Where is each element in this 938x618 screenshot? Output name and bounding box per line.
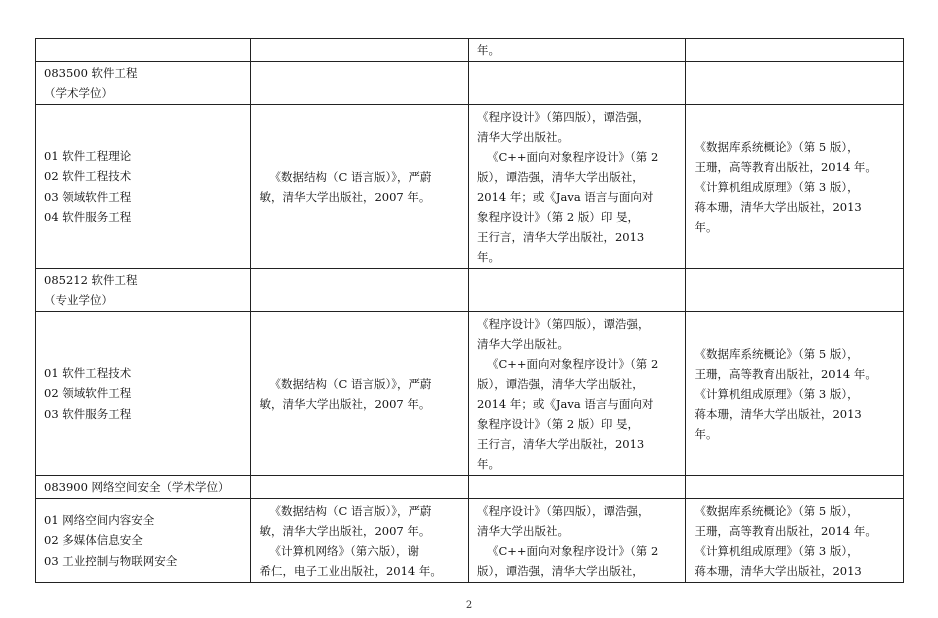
- table-row-major-header: [36, 62, 904, 105]
- cell-text: 年。: [476, 43, 500, 57]
- exam-reference-d: [686, 499, 904, 583]
- cell-b: [251, 476, 469, 499]
- ref-line: 《程序设计》（第四版），谭浩强，: [476, 503, 650, 518]
- ref-line: 版），谭浩强，清华大学出版社，: [476, 563, 644, 578]
- cell-d: [686, 269, 904, 312]
- cell-b: [251, 62, 469, 105]
- ref-line: 象程序设计》（第 2 版）印 旻，: [476, 209, 640, 224]
- direction-item: 03 领域软件工程: [44, 189, 132, 204]
- ref-line: 蒋本珊，清华大学出版社，2013: [694, 563, 862, 578]
- ref-line: 年。: [476, 456, 500, 471]
- cell-dir: [36, 39, 251, 62]
- major-code: 085212 软件工程: [44, 273, 138, 287]
- direction-item: 01 软件工程技术: [44, 365, 132, 380]
- ref-line: 象程序设计》（第 2 版）印 旻，: [476, 416, 640, 431]
- table-row-content: [36, 499, 904, 583]
- direction-item: 04 软件服务工程: [44, 210, 132, 224]
- cell-c: [468, 269, 686, 312]
- ref-line: 版），谭浩强，清华大学出版社，: [476, 376, 644, 391]
- exam-reference-c: [468, 312, 686, 476]
- direction-item: 02 多媒体信息安全: [44, 533, 143, 548]
- ref-line: 《计算机网络》（第六版），谢: [269, 543, 419, 558]
- ref-line: 《C++面向对象程序设计》（第 2: [486, 356, 659, 371]
- ref-line: 王行言，清华大学出版社，2013: [476, 229, 645, 244]
- major-cell: [36, 476, 251, 499]
- syllabus-table: [35, 38, 904, 583]
- ref-line: 《C++面向对象程序设计》（第 2: [486, 543, 659, 558]
- major-cell: [36, 62, 251, 105]
- ref-line: 《计算机组成原理》（第 3 版），: [694, 386, 859, 401]
- major-cell: [36, 269, 251, 312]
- cell-c: [468, 476, 686, 499]
- exam-reference-c: [468, 105, 686, 269]
- ref-line: 敏，清华大学出版社，2007 年。: [259, 396, 431, 411]
- ref-line: 《数据结构（C 语言版）》，严蔚: [269, 503, 432, 518]
- ref-line: 清华大学出版社。: [476, 336, 569, 351]
- ref-line: 版），谭浩强，清华大学出版社，: [476, 169, 644, 184]
- cell-d: [686, 476, 904, 499]
- ref-line: 敏，清华大学出版社，2007 年。: [259, 189, 431, 204]
- ref-line: 《数据库系统概论》（第 5 版），: [694, 139, 859, 154]
- direction-item: 02 软件工程技术: [44, 169, 132, 183]
- ref-line: 《计算机组成原理》（第 3 版），: [694, 179, 859, 194]
- ref-line: 2014 年；或《Java 语言与面向对: [476, 189, 654, 204]
- exam-reference-b: [251, 312, 469, 476]
- exam-reference-d: [686, 105, 904, 269]
- ref-line: 年。: [476, 249, 500, 264]
- cell-c: [468, 62, 686, 105]
- table-row-content: [36, 312, 904, 476]
- table-row-continuation: [36, 39, 904, 62]
- table-row-content: [36, 105, 904, 269]
- ref-line: 王珊，高等教育出版社，2014 年。: [694, 159, 877, 174]
- direction-item: 01 网络空间内容安全: [44, 512, 155, 527]
- ref-line: 清华大学出版社。: [476, 523, 569, 538]
- exam-reference-b: [251, 499, 469, 583]
- cell-b: [251, 269, 469, 312]
- direction-item: 02 领域软件工程: [44, 386, 132, 401]
- ref-line: 蒋本珊，清华大学出版社，2013: [694, 406, 862, 421]
- major-code: 083500 软件工程: [44, 66, 138, 80]
- page-number: 2: [465, 600, 473, 611]
- cell-d: [686, 39, 904, 62]
- ref-line: 《数据结构（C 语言版）》，严蔚: [269, 169, 432, 184]
- ref-line: 《C++面向对象程序设计》（第 2: [486, 149, 659, 164]
- research-directions: [36, 499, 251, 583]
- ref-line: 《程序设计》（第四版），谭浩强，: [476, 316, 650, 331]
- ref-line: 王珊，高等教育出版社，2014 年。: [694, 366, 877, 381]
- ref-line: 王珊，高等教育出版社，2014 年。: [694, 523, 877, 538]
- direction-item: 03 工业控制与物联网安全: [44, 553, 178, 568]
- direction-item: 01 软件工程理论: [44, 148, 132, 163]
- major-code: 083900 网络空间安全（学术学位）: [44, 480, 230, 494]
- ref-line: 年。: [694, 426, 718, 441]
- direction-item: 03 软件服务工程: [44, 406, 132, 421]
- ref-line: 希仁，电子工业出版社，2014 年。: [259, 563, 442, 578]
- ref-line: 年。: [694, 219, 718, 234]
- ref-line: 2014 年；或《Java 语言与面向对: [476, 396, 654, 411]
- cell-b: [251, 39, 469, 62]
- ref-line: 《数据结构（C 语言版）》，严蔚: [269, 376, 432, 391]
- ref-line: 蒋本珊，清华大学出版社，2013: [694, 199, 862, 214]
- ref-line: 王行言，清华大学出版社，2013: [476, 436, 645, 451]
- degree-type: （学术学位）: [44, 86, 113, 100]
- cell-d: [686, 62, 904, 105]
- ref-line: 《数据库系统概论》（第 5 版），: [694, 503, 859, 518]
- exam-reference-c: [468, 499, 686, 583]
- cell-c: [468, 39, 686, 62]
- ref-line: 清华大学出版社。: [476, 129, 569, 144]
- ref-line: 《计算机组成原理》（第 3 版），: [694, 543, 859, 558]
- research-directions: [36, 105, 251, 269]
- table-row-major-header: [36, 269, 904, 312]
- exam-reference-d: [686, 312, 904, 476]
- exam-reference-b: [251, 105, 469, 269]
- ref-line: 《程序设计》（第四版），谭浩强，: [476, 109, 650, 124]
- research-directions: [36, 312, 251, 476]
- ref-line: 敏，清华大学出版社，2007 年。: [259, 523, 431, 538]
- table-row-major-header: [36, 476, 904, 499]
- degree-type: （专业学位）: [44, 293, 113, 307]
- ref-line: 《数据库系统概论》（第 5 版），: [694, 346, 859, 361]
